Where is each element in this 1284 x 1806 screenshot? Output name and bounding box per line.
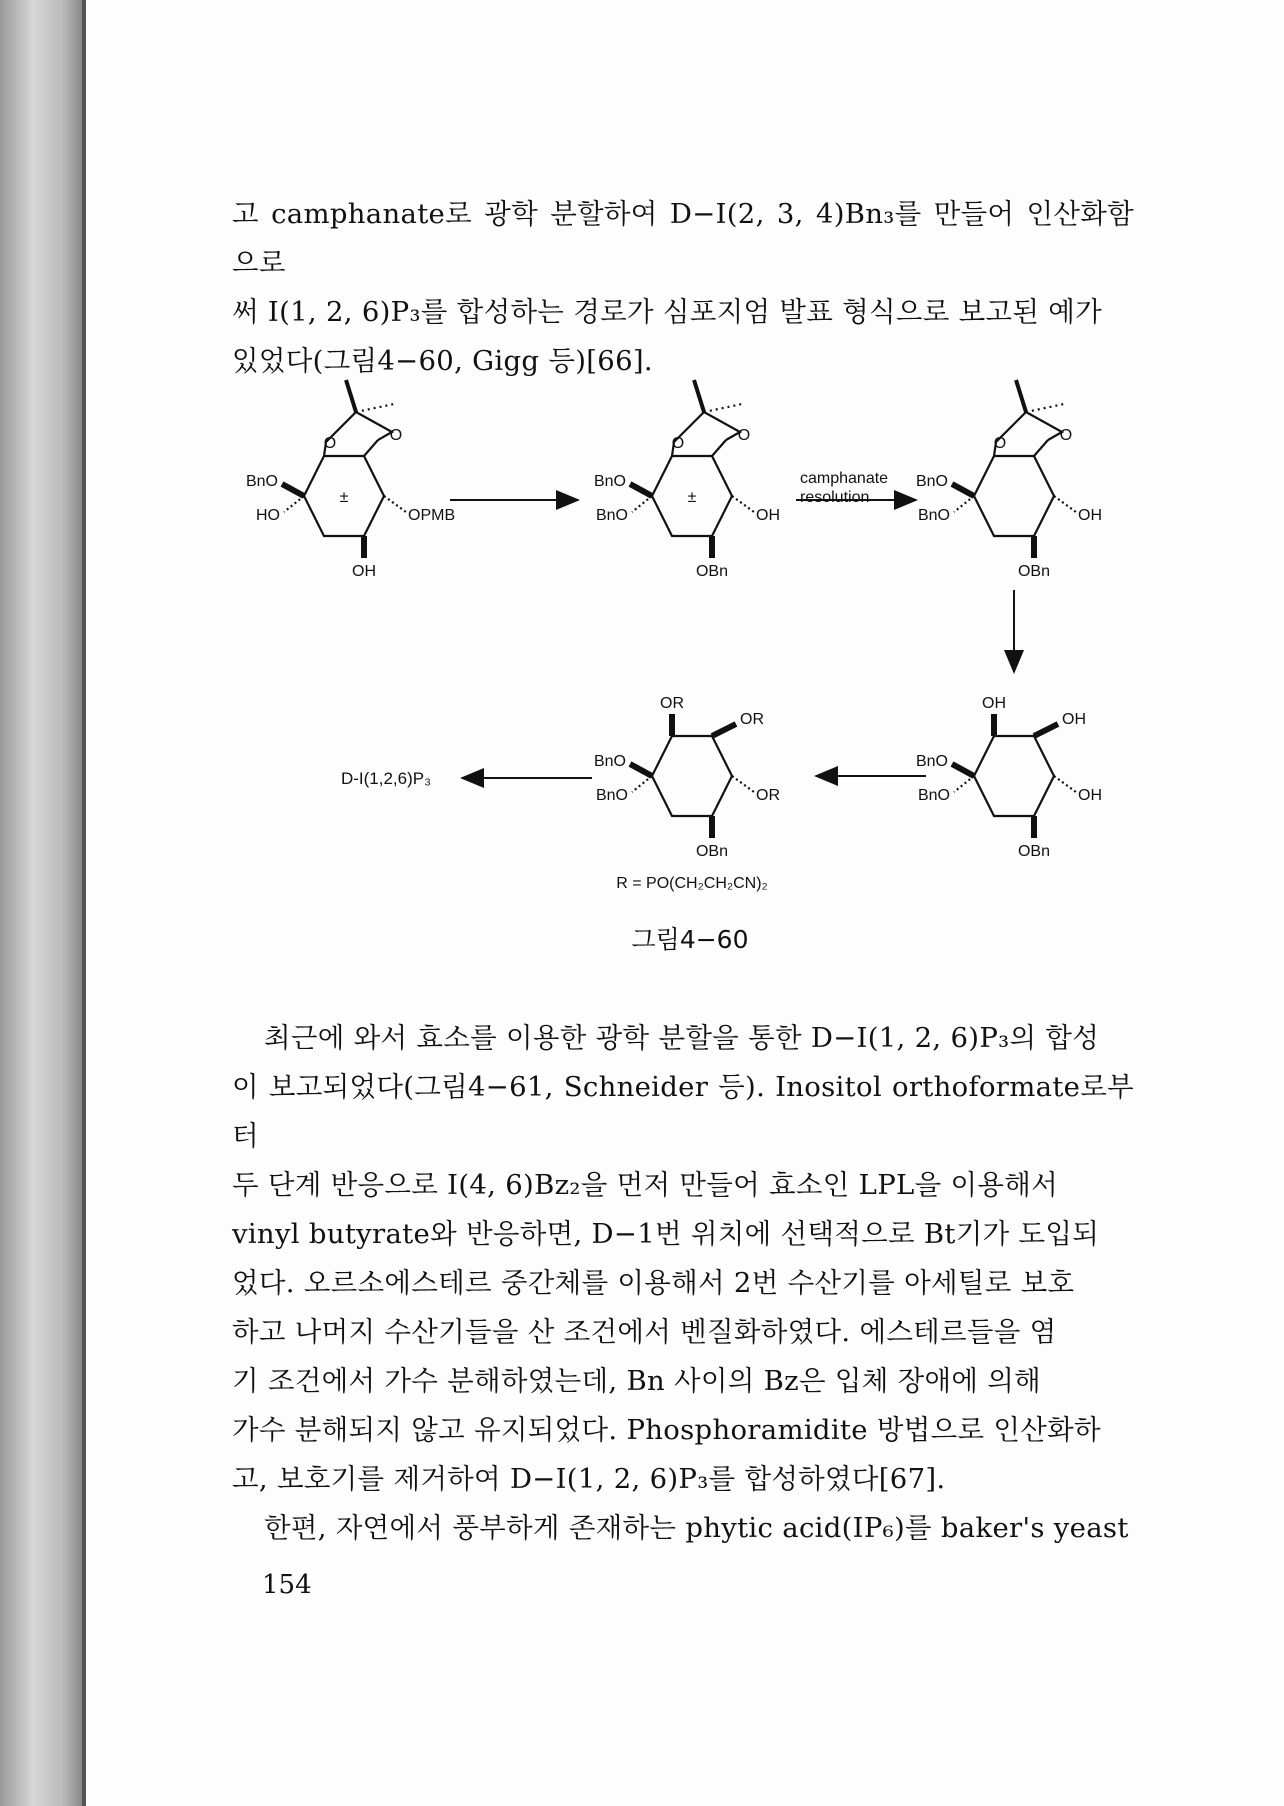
figure-caption: 그림4−60	[631, 925, 749, 954]
substituent-label: BnO	[917, 507, 950, 524]
text-line: 가수 분해되지 않고 유지되었다. Phosphoramidite 방법으로 인산화하	[232, 1414, 1101, 1446]
substituent-label: OR	[740, 711, 764, 728]
substituent-label: OBn	[1017, 563, 1051, 580]
substituent-label: OR	[756, 787, 780, 804]
page-number: 154	[262, 1570, 312, 1600]
text-line: 두 단계 반응으로 I(4, 6)Bz₂을 먼저 만들어 효소인 LPL을 이용해서	[232, 1169, 1058, 1201]
substituent-label: OPMB	[408, 507, 456, 524]
substituent-label: BnO	[593, 473, 626, 490]
racemic-mark: ±	[339, 489, 349, 506]
text-line: 써 I(1, 2, 6)P₃를 합성하는 경로가 심포지엄 발표 형식으로 보고된 예가	[232, 296, 1102, 328]
atom-label: O	[993, 435, 1007, 452]
structure-1	[282, 380, 406, 558]
text-line: 기 조건에서 가수 분해하였는데, Bn 사이의 Bz은 입체 장애에 의해	[232, 1365, 1041, 1397]
text-line: 하고 나머지 수산기들을 산 조건에서 벤질화하였다. 에스테르들을 염	[232, 1316, 1057, 1348]
paragraph-2	[232, 1014, 1134, 1553]
atom-label: O	[737, 427, 751, 444]
substituent-label: OH	[352, 563, 376, 580]
text-line: vinyl butyrate와 반응하면, D−1번 위치에 선택적으로 Bt기가 도입되	[232, 1218, 1100, 1250]
substituent-label: BnO	[915, 473, 948, 490]
racemic-mark: ±	[687, 489, 697, 506]
structure-4	[952, 714, 1076, 838]
substituent-label: BnO	[245, 473, 278, 490]
substituent-label: OH	[1078, 507, 1102, 524]
r-definition: R = PO(CH₂CH₂CN)₂	[616, 875, 768, 892]
atom-label: O	[323, 435, 337, 452]
final-product: D-I(1,2,6)P₃	[340, 769, 432, 788]
substituent-label: OBn	[695, 843, 729, 860]
figure-4-60	[240, 372, 1140, 962]
substituent-label: OH	[1078, 787, 1102, 804]
book-spine	[0, 0, 82, 1806]
substituent-label: OH	[982, 695, 1006, 712]
text-line: 고, 보호기를 제거하여 D−I(1, 2, 6)P₃를 합성하였다[67].	[232, 1463, 946, 1495]
substituent-label: BnO	[593, 753, 626, 770]
substituent-label: HO	[256, 507, 280, 524]
atom-label: O	[671, 435, 685, 452]
substituent-label: BnO	[915, 753, 948, 770]
reaction-scheme	[240, 372, 1140, 912]
substituent-label: BnO	[917, 787, 950, 804]
paragraph-1	[232, 190, 1134, 386]
structure-2	[630, 380, 754, 558]
substituent-label: OH	[1062, 711, 1086, 728]
text-line: 있었다(그림4−60, Gigg 등)[66].	[232, 345, 653, 377]
atom-label: O	[1059, 427, 1073, 444]
substituent-label: BnO	[595, 787, 628, 804]
substituent-label: BnO	[595, 507, 628, 524]
structure-5	[630, 714, 754, 838]
text-line: 최근에 와서 효소를 이용한 광학 분할을 통한 D−I(1, 2, 6)P₃의 합성	[264, 1022, 1100, 1054]
reagent-line-1: camphanate	[800, 470, 889, 487]
text-line: 이 보고되었다(그림4−61, Schneider 등). Inositol orthoformate로부터	[232, 1071, 1134, 1152]
substituent-label: OH	[756, 507, 780, 524]
text-line: 었다. 오르소에스테르 중간체를 이용해서 2번 수산기를 아세틸로 보호	[232, 1267, 1075, 1299]
substituent-label: OBn	[1017, 843, 1051, 860]
substituent-label: OR	[660, 695, 684, 712]
atom-label: O	[389, 427, 403, 444]
substituent-label: OBn	[695, 563, 729, 580]
text-line: 한편, 자연에서 풍부하게 존재하는 phytic acid(IP₆)를 baker's yeast	[264, 1512, 1129, 1544]
text-line: 고 camphanate로 광학 분할하여 D−I(2, 3, 4)Bn₃를 만들어 인산화함으로	[232, 198, 1134, 279]
structure-3	[952, 380, 1076, 558]
reagent-line-2: resolution	[800, 489, 870, 506]
